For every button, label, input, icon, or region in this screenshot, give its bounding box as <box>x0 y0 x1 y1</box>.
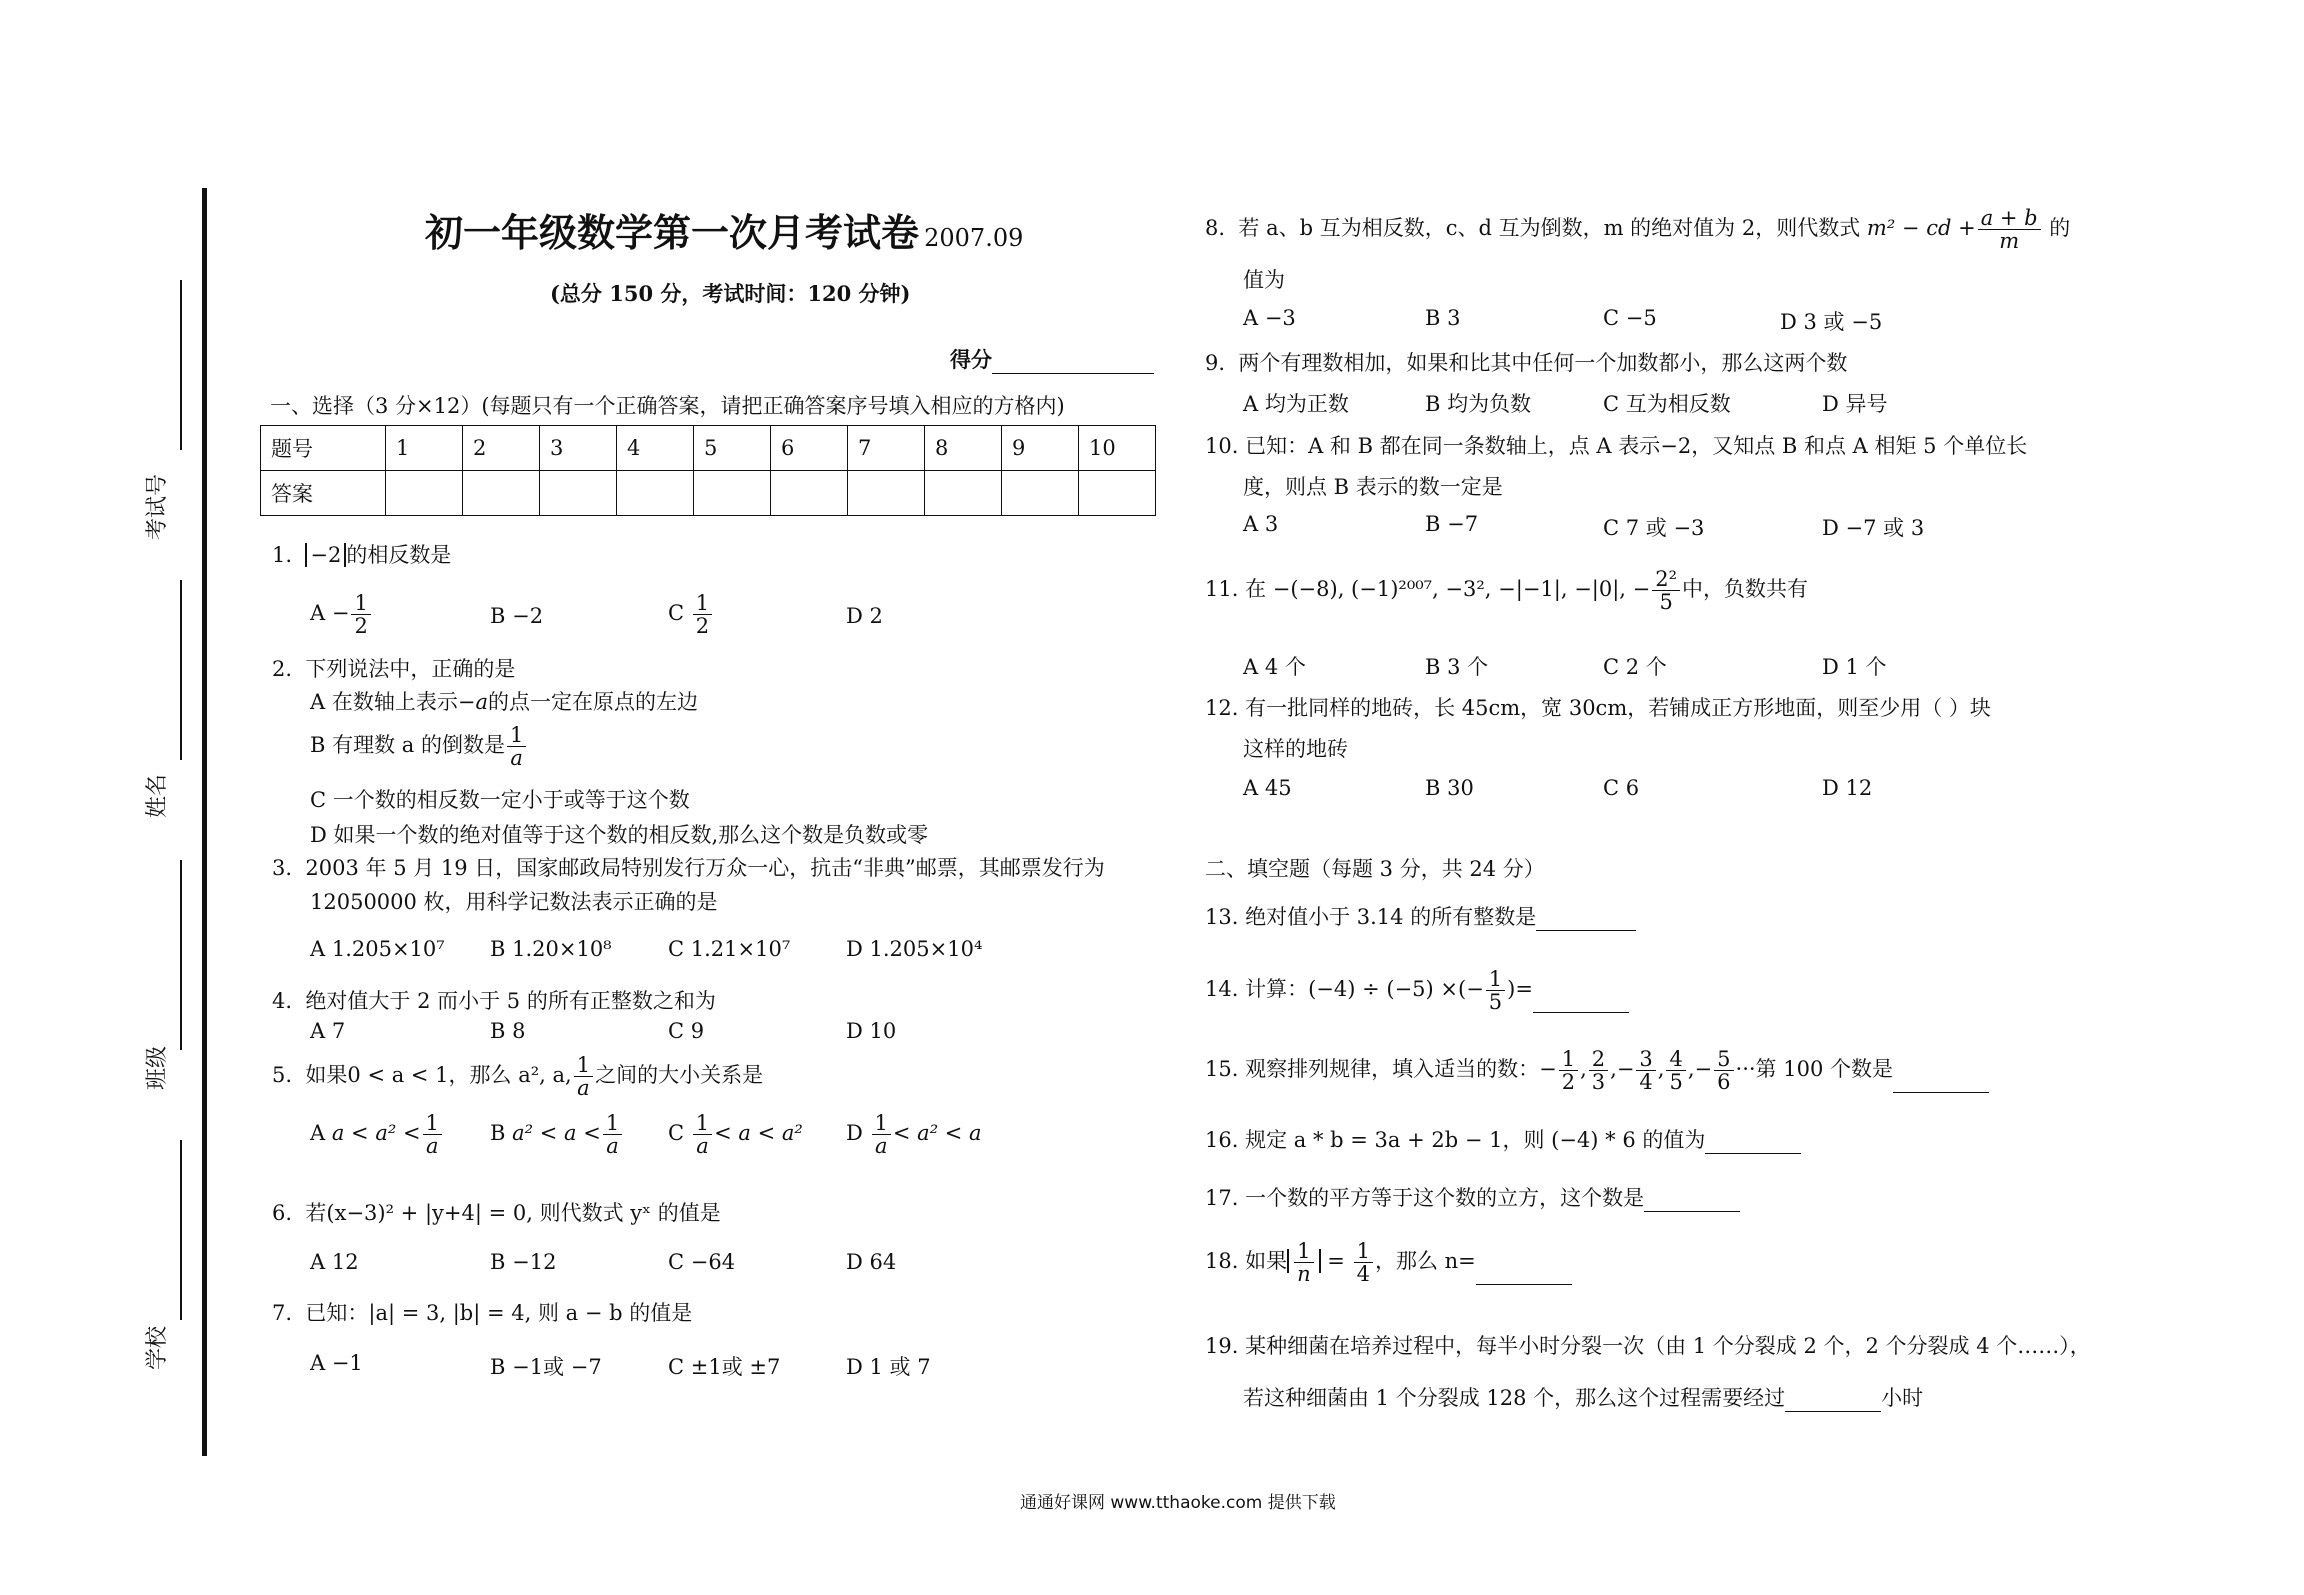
q5-option-a <box>310 1112 444 1157</box>
q8-option-c: C −5 <box>1603 306 1657 330</box>
q14-blank[interactable] <box>1533 992 1629 1013</box>
q8-fraction: $\frac{a + b}{m}$ <box>1978 207 2041 252</box>
q12-option-c: C 6 <box>1603 776 1640 800</box>
q1-option-d: D 2 <box>846 604 883 628</box>
q8-option-a: A −3 <box>1243 306 1296 330</box>
answer-table-answer-row <box>261 471 1156 516</box>
q13-number: 13. <box>1205 905 1239 929</box>
q15-stem-post: ···第 100 个数是 <box>1735 1057 1893 1082</box>
table-header-label: 题号 <box>261 426 386 471</box>
q15-frac-3: $\frac{3}{4}$ <box>1636 1048 1655 1093</box>
question-8 <box>1205 207 2070 252</box>
q6-option-b: B −12 <box>490 1250 557 1274</box>
question-7 <box>272 1297 692 1327</box>
question-4 <box>272 985 716 1015</box>
q5-stem-pre: 如果0 < a < 1，那么 a², a, <box>305 1063 572 1088</box>
q18-stem-post: ，那么 n= <box>1374 1249 1476 1274</box>
q12-line1: 有一批同样的地砖，长 45cm，宽 30cm，若铺成正方形地面，则至少用（ ）块 <box>1245 696 1991 720</box>
q8-option-d: D 3 或 −5 <box>1780 310 1883 334</box>
q12-number: 12. <box>1205 696 1239 720</box>
school-line <box>180 1140 182 1320</box>
q9-option-d: D 异号 <box>1822 392 1888 416</box>
q2-number: 2. <box>272 657 293 681</box>
q14-number: 14. <box>1205 977 1239 1002</box>
q2-option-a <box>310 686 698 716</box>
q7-option-c: C ±1或 ±7 <box>668 1355 781 1379</box>
table-answer-label: 答案 <box>261 471 386 516</box>
answer-cell-6[interactable] <box>771 471 848 516</box>
page-title <box>425 202 1023 257</box>
q17-stem: 一个数的平方等于这个数的立方，这个数是 <box>1245 1186 1645 1210</box>
q5-c-expr: < a < a² <box>714 1121 803 1146</box>
q8-line2: 值为 <box>1243 268 1285 292</box>
q2-stem: 下列说法中，正确的是 <box>305 657 516 681</box>
answer-cell-8[interactable] <box>925 471 1002 516</box>
table-col-9: 9 <box>1002 426 1079 471</box>
question-2 <box>272 653 515 683</box>
q12-option-d: D 12 <box>1822 776 1873 800</box>
name-line <box>180 580 182 760</box>
score-field <box>950 344 1154 374</box>
q5-d-fraction: $\frac{1}{a}$ <box>872 1112 891 1157</box>
table-col-8: 8 <box>925 426 1002 471</box>
q2-a-tail: 的点一定在原点的左边 <box>487 690 698 714</box>
q18-value-fraction: $\frac{1}{4}$ <box>1354 1240 1373 1285</box>
q5-b-label: B <box>490 1121 506 1146</box>
q10-line2: 度，则点 B 表示的数一定是 <box>1243 475 1503 499</box>
q15-frac-2: $\frac{2}{3}$ <box>1589 1048 1608 1093</box>
class-line <box>180 860 182 1050</box>
answer-cell-9[interactable] <box>1002 471 1079 516</box>
q11-stem-post: 中，负数共有 <box>1682 577 1809 602</box>
q1-a-fraction: $\frac{1}{2}$ <box>351 592 370 637</box>
q6-option-c: C −64 <box>668 1250 736 1274</box>
q16-blank[interactable] <box>1705 1133 1801 1154</box>
class-label: 班级 <box>145 1045 170 1090</box>
answer-cell-10[interactable] <box>1079 471 1156 516</box>
table-col-7: 7 <box>848 426 925 471</box>
q6-option-d: D 64 <box>846 1250 897 1274</box>
title-text: 初一年级数学第一次月考试卷 <box>425 210 920 255</box>
table-col-2: 2 <box>463 426 540 471</box>
exam-number-label: 考试号 <box>145 473 170 540</box>
q9-option-c: C 互为相反数 <box>1603 392 1731 416</box>
q5-d-expr: < a² < a <box>892 1121 982 1146</box>
q5-a-label: A <box>310 1121 326 1146</box>
q5-c-label: C <box>668 1121 685 1146</box>
q3-option-c: C 1.21×10⁷ <box>668 937 791 961</box>
q10-option-d: D −7 或 3 <box>1822 516 1925 540</box>
table-col-1: 1 <box>386 426 463 471</box>
exam-subtitle: (总分 150 分，考试时间：120 分钟) <box>550 281 911 306</box>
q13-stem: 绝对值小于 3.14 的所有整数是 <box>1245 905 1537 929</box>
answer-cell-1[interactable] <box>386 471 463 516</box>
q3-option-a: A 1.205×10⁷ <box>310 937 445 961</box>
q18-number: 18. <box>1205 1249 1239 1274</box>
q5-fraction: $\frac{1}{a}$ <box>574 1054 593 1099</box>
title-year: 2007.09 <box>924 224 1024 252</box>
q8-stem-post: 的 <box>2049 216 2071 241</box>
q5-b-fraction: $\frac{1}{a}$ <box>603 1112 622 1157</box>
q15-frac-5: $\frac{5}{6}$ <box>1714 1048 1733 1093</box>
question-19 <box>1205 1330 2091 1360</box>
answer-cell-2[interactable] <box>463 471 540 516</box>
score-label: 得分 <box>950 347 992 372</box>
q19-number: 19. <box>1205 1334 1239 1358</box>
q15-stem-pre: 观察排列规律，填入适当的数： <box>1245 1057 1540 1082</box>
q1-c-fraction: $\frac{1}{2}$ <box>693 592 712 637</box>
q15-frac-1: $\frac{1}{2}$ <box>1559 1048 1578 1093</box>
q5-option-c <box>668 1112 803 1157</box>
answer-table <box>260 425 1156 516</box>
q4-option-b: B 8 <box>490 1019 526 1043</box>
q2-b-fraction: $\frac{1}{a}$ <box>507 724 526 769</box>
q8-number: 8. <box>1205 216 1226 241</box>
q1-number: 1. <box>272 543 293 567</box>
question-3 <box>272 852 1105 882</box>
question-16 <box>1205 1124 1801 1154</box>
q3-number: 3. <box>272 856 293 880</box>
question-10 <box>1205 430 2027 460</box>
q11-option-c: C 2 个 <box>1603 655 1667 679</box>
table-col-4: 4 <box>617 426 694 471</box>
section2-heading: 二、填空题（每题 3 分，共 24 分） <box>1205 857 1545 881</box>
q18-abs <box>1287 1239 1321 1287</box>
q1-option-c <box>668 592 714 637</box>
q7-number: 7. <box>272 1301 293 1325</box>
question-18: 18. 如果 $\frac{1}{n}$ = $\frac{1}{4}$ ，那么 n= <box>1205 1240 1572 1285</box>
q1-abs-expr: −2 <box>305 543 346 567</box>
exam-number-line <box>180 280 182 450</box>
q19-line2-text: 若这种细菌由 1 个分裂成 128 个，那么这个过程需要经过 <box>1243 1386 1786 1410</box>
q10-number: 10. <box>1205 434 1239 458</box>
q8-option-b: B 3 <box>1425 306 1461 330</box>
question-13 <box>1205 901 1636 931</box>
q9-number: 9. <box>1205 351 1226 375</box>
q18-blank[interactable] <box>1476 1264 1572 1285</box>
answer-cell-3[interactable] <box>540 471 617 516</box>
q13-blank[interactable] <box>1536 910 1636 931</box>
q12-line2: 这样的地砖 <box>1243 737 1348 761</box>
question-17 <box>1205 1182 1740 1212</box>
table-col-10: 10 <box>1079 426 1156 471</box>
table-col-3: 3 <box>540 426 617 471</box>
q10-option-b: B −7 <box>1425 512 1479 536</box>
q15-blank[interactable] <box>1893 1072 1989 1093</box>
question-12 <box>1205 692 1991 722</box>
q3-line2: 12050000 枚，用科学记数法表示正确的是 <box>310 890 718 914</box>
q19-blank[interactable] <box>1785 1391 1881 1412</box>
q18-abs-fraction: $\frac{1}{n}$ <box>1294 1240 1314 1285</box>
q17-blank[interactable] <box>1644 1191 1740 1212</box>
q9-stem: 两个有理数相加，如果和比其中任何一个加数都小，那么这两个数 <box>1238 351 1848 375</box>
q4-option-d: D 10 <box>846 1019 897 1043</box>
q9-option-b: B 均为负数 <box>1425 392 1532 416</box>
name-label: 姓名 <box>145 773 170 818</box>
q11-option-a: A 4 个 <box>1243 655 1306 679</box>
q1-option-a: A − $\frac{1}{2}$ <box>310 592 373 637</box>
q4-option-c: C 9 <box>668 1019 705 1043</box>
answer-cell-4[interactable] <box>617 471 694 516</box>
q5-option-d <box>846 1112 982 1157</box>
q5-b-expr: a² < a < <box>512 1121 601 1146</box>
section1-heading: 一、选择（3 分×12）(每题只有一个正确答案，请把正确答案序号填入相应的方格内) <box>270 394 1065 418</box>
question-1 <box>272 539 451 569</box>
question-9 <box>1205 347 1847 377</box>
q1-stem: 的相反数是 <box>346 543 452 567</box>
q16-stem: 规定 a * b = 3a + 2b − 1，则 (−4) * 6 的值为 <box>1245 1128 1706 1152</box>
q3-option-d: D 1.205×10⁴ <box>846 937 983 961</box>
q7-option-a: A −1 <box>310 1351 363 1375</box>
q1-a-label: A <box>310 601 326 626</box>
q2-b-text: B 有理数 a 的倒数是 <box>310 733 505 758</box>
question-15: 15. 观察排列规律，填入适当的数：− $\frac{1}{2}$ , $\frac{2}{3}$ ,− $\frac{3}{4}$ , $\frac{4}{5}$ ,− $\frac{5}{6}$ ···第 100 个数是 <box>1205 1048 1989 1093</box>
q16-number: 16. <box>1205 1128 1239 1152</box>
q11-option-b: B 3 个 <box>1425 655 1489 679</box>
score-blank[interactable] <box>992 353 1154 374</box>
q9-option-a: A 均为正数 <box>1243 392 1349 416</box>
q17-number: 17. <box>1205 1186 1239 1210</box>
q5-a-fraction: $\frac{1}{a}$ <box>423 1112 442 1157</box>
q18-stem-pre: 如果 <box>1245 1249 1288 1274</box>
q19-line1: 某种细菌在培养过程中，每半小时分裂一次（由 1 个分裂成 2 个，2 个分裂成 4 个……）， <box>1245 1334 2091 1358</box>
answer-table-header-row <box>261 426 1156 471</box>
q19-line2-tail: 小时 <box>1881 1386 1924 1410</box>
q11-fraction: $\frac{\text{2²}}{5}$ <box>1652 568 1680 613</box>
q10-option-a: A 3 <box>1243 512 1279 536</box>
q10-option-c: C 7 或 −3 <box>1603 516 1705 540</box>
q5-c-fraction: $\frac{1}{a}$ <box>693 1112 712 1157</box>
q11-option-d: D 1 个 <box>1822 655 1887 679</box>
q10-line1: 已知：A 和 B 都在同一条数轴上，点 A 表示−2，又知点 B 和点 A 相矩 5 个单位长 <box>1245 434 2028 458</box>
answer-cell-7[interactable] <box>848 471 925 516</box>
q12-option-b: B 30 <box>1425 776 1474 800</box>
q3-option-b: B 1.20×10⁸ <box>490 937 612 961</box>
q11-stem-pre: 在 −(−8), (−1)²⁰⁰⁷, −3², −|−1|, −|0|, − <box>1245 577 1651 602</box>
q2-a-var: a <box>475 690 488 714</box>
q11-number: 11. <box>1205 577 1239 602</box>
question-11 <box>1205 568 1808 613</box>
q14-fraction: $\frac{1}{5}$ <box>1486 968 1505 1013</box>
q14-stem-post: = <box>1515 977 1533 1002</box>
q3-line1: 2003 年 5 月 19 日，国家邮政局特别发行万众一心，抗击“非典”邮票，其邮票发行为 <box>305 856 1105 880</box>
q7-stem: 已知：|a| = 3, |b| = 4, 则 a − b 的值是 <box>305 1301 693 1325</box>
q19-line2 <box>1243 1382 1923 1412</box>
q8-expr: m² − cd + <box>1866 216 1976 241</box>
question-6 <box>272 1197 721 1227</box>
binding-rule <box>202 188 207 1456</box>
q2-option-b <box>310 724 528 769</box>
question-14: 14. 计算：(−4) ÷ (−5) ×(− $\frac{1}{5}$ )= <box>1205 968 1629 1013</box>
q1-c-label: C <box>668 601 685 626</box>
q7-option-b: B −1或 −7 <box>490 1355 602 1379</box>
q1-option-b: B −2 <box>490 604 544 628</box>
q5-a-expr: a < a² < <box>331 1121 421 1146</box>
q12-option-a: A 45 <box>1243 776 1292 800</box>
q5-stem-post: 之间的大小关系是 <box>595 1063 764 1088</box>
q8-stem-pre: 若 a、b 互为相反数，c、d 互为倒数，m 的绝对值为 2，则代数式 <box>1238 216 1861 241</box>
q15-number: 15. <box>1205 1057 1239 1082</box>
q2-a-text: A 在数轴上表示− <box>310 690 476 714</box>
question-5 <box>272 1054 763 1099</box>
q2-option-d: D 如果一个数的绝对值等于这个数的相反数,那么这个数是负数或零 <box>310 823 929 847</box>
q5-d-label: D <box>846 1121 863 1146</box>
q7-option-d: D 1 或 7 <box>846 1355 931 1379</box>
q6-option-a: A 12 <box>310 1250 359 1274</box>
q4-option-a: A 7 <box>310 1019 346 1043</box>
footer-credit: 通通好课网 www.tthaoke.com 提供下载 <box>1020 1493 1336 1513</box>
q5-number: 5. <box>272 1063 293 1088</box>
q14-stem-pre: 计算：(−4) ÷ (−5) × <box>1245 977 1458 1002</box>
q6-stem: 若(x−3)² + |y+4| = 0, 则代数式 yˣ 的值是 <box>305 1201 721 1225</box>
q5-option-b <box>490 1112 624 1157</box>
table-col-6: 6 <box>771 426 848 471</box>
answer-cell-5[interactable] <box>694 471 771 516</box>
table-col-5: 5 <box>694 426 771 471</box>
q4-stem: 绝对值大于 2 而小于 5 的所有正整数之和为 <box>305 989 716 1013</box>
q15-frac-4: $\frac{4}{5}$ <box>1666 1048 1685 1093</box>
q4-number: 4. <box>272 989 293 1013</box>
q2-option-c: C 一个数的相反数一定小于或等于这个数 <box>310 788 690 812</box>
school-label: 学校 <box>145 1325 170 1370</box>
q6-number: 6. <box>272 1201 293 1225</box>
